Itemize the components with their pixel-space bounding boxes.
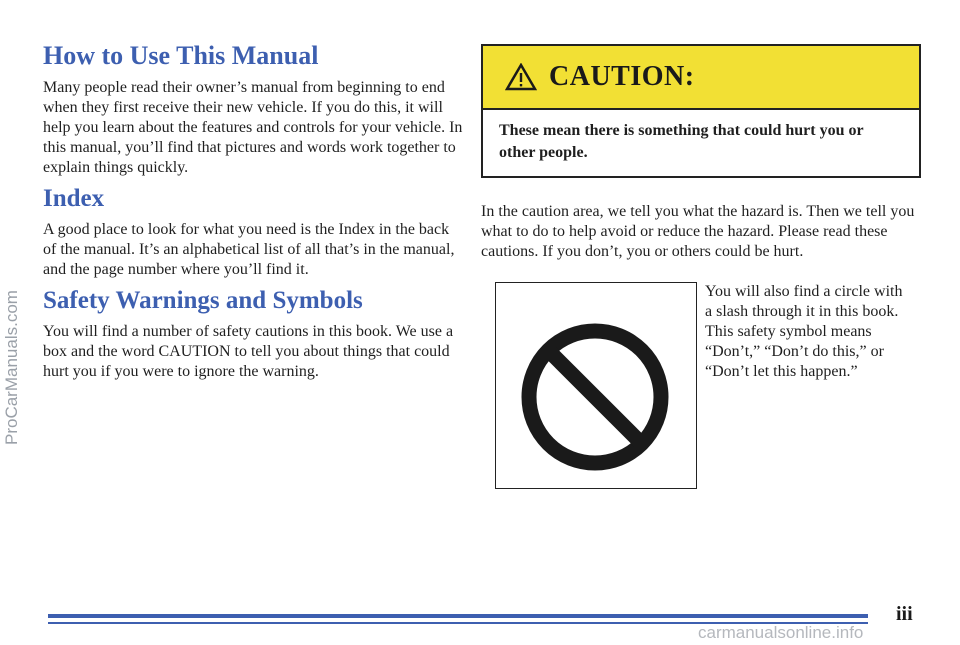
symbol-row — [481, 282, 921, 492]
caution-header — [483, 46, 919, 110]
footer-rule — [48, 614, 868, 618]
warning-triangle-icon — [505, 63, 537, 91]
caution-explanation: In the caution area, we tell you what the hazard is. Then we tell you what to do to help avoid or reduce the hazard. Please read these cautions. If you don’t, you or others could be hurt. — [481, 203, 915, 260]
symbol-paragraph: You will also find a circle with a slash through it in this book. This safety symbol means “Don’t,” “Don’t do this,” or “Don’t let this happen.” — [705, 283, 903, 380]
page-number: iii — [896, 603, 913, 625]
intro-paragraph: Many people read their owner’s manual from beginning to end when they first receive their new vehicle. If you do this, it will help you learn about the features and controls for your vehicle. In this manual, you’ll find that pictures and words work together to explain things quickly. — [43, 79, 463, 176]
right-column — [481, 44, 921, 492]
safety-heading: Safety Warnings and Symbols — [43, 287, 363, 314]
page-title: How to Use This Manual — [43, 41, 319, 70]
left-column — [43, 40, 463, 382]
caution-title: CAUTION: — [549, 61, 695, 92]
caution-body: These mean there is something that could hurt you or other people. — [499, 122, 864, 161]
index-paragraph: A good place to look for what you need is the Index in the back of the manual. It’s an alphabetical list of all that’s in the manual, and the page number where you’ll find it. — [43, 221, 455, 278]
safety-paragraph: You will find a number of safety cautions in this book. We use a box and the word CAUTION to tell you about things that could hurt you if you were to ignore the warning. — [43, 323, 454, 380]
caution-box — [481, 44, 921, 178]
no-symbol-icon — [519, 321, 671, 473]
bottom-watermark: carmanualsonline.info — [698, 623, 864, 642]
side-watermark: ProCarManuals.com — [2, 290, 21, 445]
symbol-box — [495, 282, 697, 489]
index-heading: Index — [43, 185, 105, 212]
